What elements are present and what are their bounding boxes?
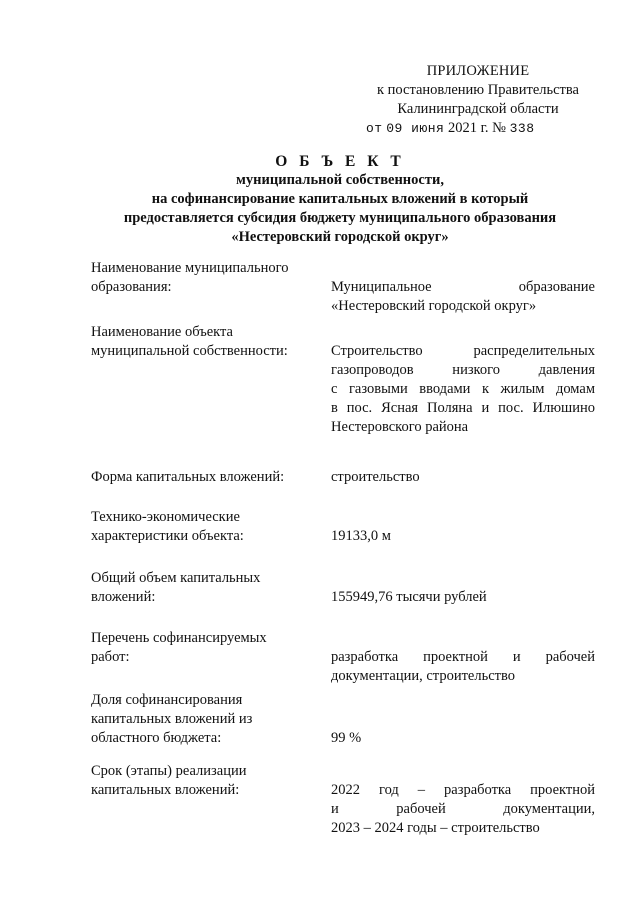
value-line: газопроводов низкого давления xyxy=(331,362,595,378)
heading-title: О Б Ъ Е К Т xyxy=(275,153,405,170)
value-line: 2023 – 2024 годы – строительство xyxy=(331,820,540,836)
row-value xyxy=(331,729,595,748)
label-line: Форма капитальных вложений: xyxy=(91,469,285,485)
heading-line-3: на софинансирование капитальных вложений в который xyxy=(151,191,529,207)
row-label xyxy=(91,508,316,546)
date-year: 2021 г. xyxy=(447,120,489,136)
value-line: в пос. Ясная Поляна и пос. Илюшино xyxy=(331,400,595,416)
value-line: 155949,76 тысячи рублей xyxy=(331,589,487,605)
value-line: «Нестеровский городской округ» xyxy=(331,298,537,314)
label-line: Технико-экономические xyxy=(91,509,240,525)
label-line: капитальных вложений из xyxy=(91,711,253,727)
label-line: капитальных вложений: xyxy=(91,782,240,798)
label-line: муниципальной собственности: xyxy=(91,343,288,359)
heading-line-2: муниципальной собственности, xyxy=(236,172,444,188)
label-line: Общий объем капитальных xyxy=(91,570,261,586)
label-line: Доля софинансирования xyxy=(91,692,243,708)
date-prefix: от xyxy=(366,121,383,136)
value-line: 2022 год – разработка проектной xyxy=(331,782,595,798)
row-value xyxy=(331,588,595,607)
row-value xyxy=(331,342,595,437)
date-value: 09 июня xyxy=(386,121,445,136)
label-line: образования: xyxy=(91,279,172,295)
label-line: вложений: xyxy=(91,589,156,605)
label-line: Перечень софинансируемых xyxy=(91,630,267,646)
row-label xyxy=(91,691,316,748)
document-heading xyxy=(80,152,600,247)
row-value xyxy=(331,468,595,487)
value-line: 19133,0 м xyxy=(331,528,391,544)
value-line: разработка проектной и рабочей xyxy=(331,649,595,665)
label-line: Наименование объекта xyxy=(91,324,233,340)
row-value xyxy=(331,781,595,838)
row-label xyxy=(91,762,316,800)
value-line: строительство xyxy=(331,469,420,485)
row-value xyxy=(331,278,595,316)
label-line: характеристики объекта: xyxy=(91,528,244,544)
row-label xyxy=(91,323,316,361)
value-line: Нестеровского района xyxy=(331,419,469,435)
row-label xyxy=(91,468,316,487)
heading-line-4: предоставляется субсидия бюджету муниципального образования xyxy=(123,210,557,226)
row-label xyxy=(91,259,316,297)
appendix-title: ПРИЛОЖЕНИЕ xyxy=(426,63,530,79)
value-line: документации, строительство xyxy=(331,668,515,684)
row-value xyxy=(331,527,595,546)
heading-line-5: «Нестеровский городской округ» xyxy=(231,229,449,245)
appendix-date-line xyxy=(360,119,596,138)
row-label xyxy=(91,629,316,667)
label-line: Срок (этапы) реализации xyxy=(91,763,247,779)
number-prefix: № xyxy=(492,120,506,136)
label-line: Наименование муниципального xyxy=(91,260,289,276)
appendix-block xyxy=(360,62,596,138)
value-line: с газовыми вводами к жилым домам xyxy=(331,381,595,397)
row-value xyxy=(331,648,595,686)
appendix-line-2: Калининградской области xyxy=(397,101,559,117)
appendix-line-1: к постановлению Правительства xyxy=(377,82,579,98)
row-label xyxy=(91,569,316,607)
value-line: Строительство распределительных xyxy=(331,343,595,359)
value-line: 99 % xyxy=(331,730,362,746)
value-line: и рабочей документации, xyxy=(331,801,595,817)
document-number: 338 xyxy=(509,121,535,136)
label-line: работ: xyxy=(91,649,130,665)
label-line: областного бюджета: xyxy=(91,730,222,746)
value-line: Муниципальное образование xyxy=(331,279,595,295)
